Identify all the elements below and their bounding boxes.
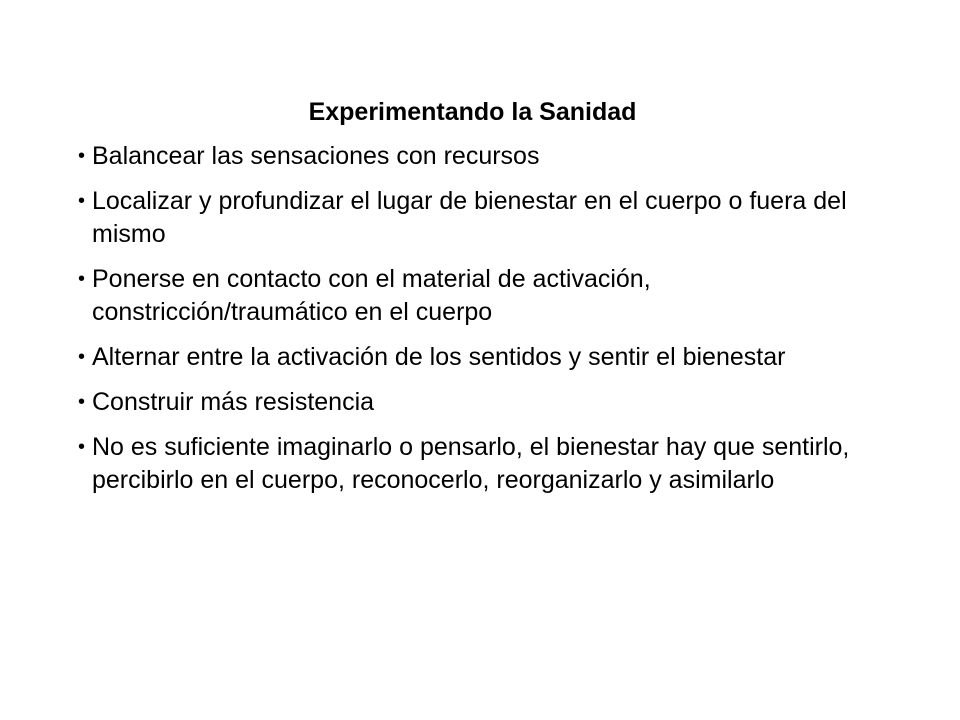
bullet-icon: •: [78, 268, 86, 290]
bullet-text: Ponerse en contacto con el material de activación, constricción/traumático en el cuerpo: [92, 265, 651, 326]
list-item: [78, 263, 858, 329]
bullet-text: Alternar entre la activación de los sentidos y sentir el bienestar: [92, 343, 786, 371]
bullet-icon: •: [78, 190, 86, 212]
bullet-icon: •: [78, 436, 86, 458]
bullet-icon: •: [78, 145, 86, 167]
bullet-list: [78, 140, 858, 509]
list-item: [78, 341, 858, 374]
bullet-text: Construir más resistencia: [92, 388, 375, 416]
bullet-icon: •: [78, 391, 86, 413]
slide-title: Experimentando la Sanidad: [308, 98, 637, 126]
bullet-text: Localizar y profundizar el lugar de bienestar en el cuerpo o fuera del mismo: [92, 187, 847, 248]
bullet-icon: •: [78, 346, 86, 368]
bullet-text: Balancear las sensaciones con recursos: [92, 142, 540, 170]
list-item: [78, 386, 858, 419]
list-item: [78, 431, 858, 497]
list-item: [78, 185, 858, 251]
bullet-text: No es suficiente imaginarlo o pensarlo, el bienestar hay que sentirlo, percibirlo en el cuerpo, reconocerlo, reorganizarlo y asimilarlo: [92, 433, 850, 494]
list-item: [78, 140, 858, 173]
